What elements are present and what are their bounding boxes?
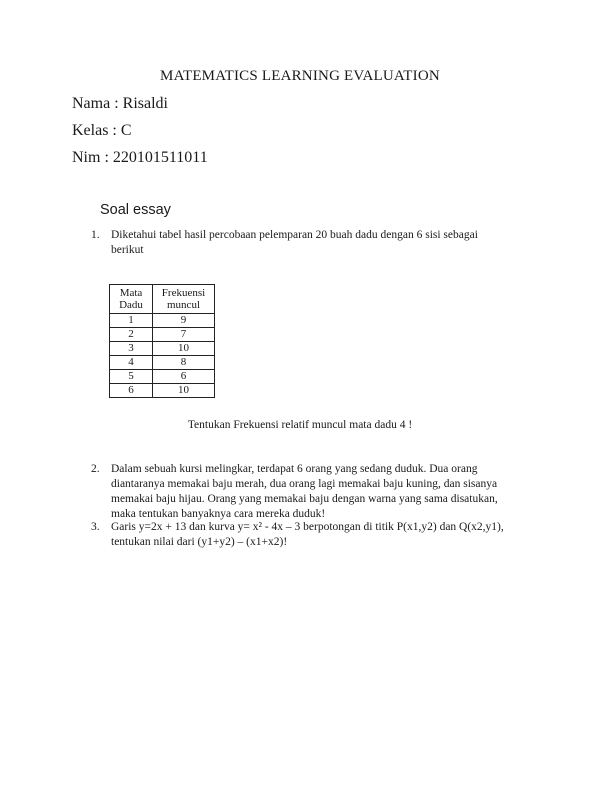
table-row xyxy=(110,356,215,370)
table-row xyxy=(110,328,215,342)
table-row xyxy=(110,370,215,384)
student-name: Nama : Risaldi xyxy=(72,95,168,112)
question-number: 3. xyxy=(91,521,100,533)
table-cell: 6 xyxy=(153,370,215,384)
table-cell: 10 xyxy=(153,342,215,356)
table-cell: 3 xyxy=(110,342,153,356)
question-text: Dalam sebuah kursi melingkar, terdapat 6 orang yang sedang duduk. Dua orang diantaranya memakai baju merah, dua orang lagi memakai baju kuning, dan sisanya memakai baju hijau. Orang yang memakai baju dengan warna yang sama disatukan, maka tentukan banyaknya cara mereka duduk! xyxy=(111,463,498,520)
table-cell: 4 xyxy=(110,356,153,370)
table-row xyxy=(110,314,215,328)
question-text: Garis y=2x + 13 dan kurva y= x² - 4x – 3 berpotongan di titik P(x1,y2) dan Q(x2,y1), tentukan nilai dari (y1+y2) – (x1+x2)! xyxy=(111,521,504,548)
header-mata-dadu-text: Mata Dadu xyxy=(119,287,143,311)
table-cell: 7 xyxy=(153,328,215,342)
table-row xyxy=(110,342,215,356)
table-cell: 6 xyxy=(110,384,153,398)
section-heading: Soal essay xyxy=(100,202,171,218)
table-cell: 1 xyxy=(110,314,153,328)
student-id: Nim : 220101511011 xyxy=(72,149,208,166)
table-cell: 2 xyxy=(110,328,153,342)
table-cell: 5 xyxy=(110,370,153,384)
table-header-row xyxy=(110,285,215,314)
question-number: 1. xyxy=(91,229,100,241)
document-title: MATEMATICS LEARNING EVALUATION xyxy=(160,68,440,84)
instruction-text: Tentukan Frekuensi relatif muncul mata dadu 4 ! xyxy=(187,419,413,431)
table-cell: 10 xyxy=(153,384,215,398)
table-cell: 8 xyxy=(153,356,215,370)
table-row xyxy=(110,384,215,398)
table-cell: 9 xyxy=(153,314,215,328)
question-text: Diketahui tabel hasil percobaan pelemparan 20 buah dadu dengan 6 sisi sebagai berikut xyxy=(111,229,478,256)
table-header-mata-dadu xyxy=(110,285,153,314)
header-frekuensi-text: Frekuensi muncul xyxy=(161,287,206,311)
question-number: 2. xyxy=(91,463,100,475)
student-class: Kelas : C xyxy=(72,122,132,139)
table-header-frekuensi xyxy=(153,285,215,314)
frequency-table xyxy=(109,284,215,398)
